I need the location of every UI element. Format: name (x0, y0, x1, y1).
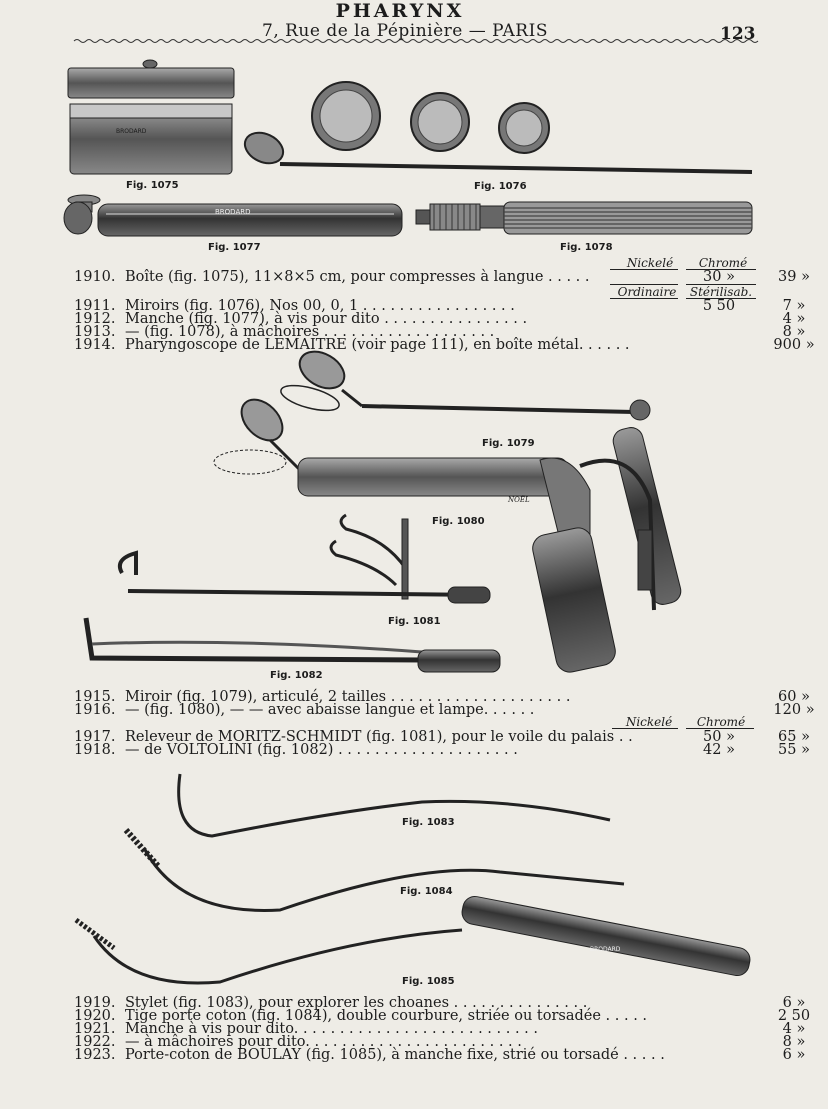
price-nickele: 30 » (703, 269, 735, 285)
item-number: 1911. (74, 298, 116, 314)
item-description: Boîte (fig. 1075), 11×8×5 cm, pour compresses à langue . . . . . (125, 269, 590, 285)
fig-1077-caption: Fig. 1077 (208, 242, 261, 253)
col-header-nickele: Nickelé (625, 715, 673, 729)
cotton-holder-illustration (120, 826, 628, 918)
item-description: Manche (fig. 1077), à vis pour dito . . . . . . . . . . . . . . . . (125, 311, 528, 327)
price-sterilisable: 900 » (773, 337, 815, 353)
item-number: 1918. (74, 742, 116, 758)
fig-1079-caption: Fig. 1079 (482, 438, 535, 449)
item-description: Releveur de MORITZ-SCHMIDT (fig. 1081), pour le voile du palais . . (125, 729, 633, 745)
page-header-address: 7, Rue de la Pépinière — PARIS (262, 21, 548, 41)
section-title: PHARYNX (335, 0, 465, 22)
price: 6 » (782, 1047, 806, 1063)
box-illustration (66, 56, 238, 178)
page-number: 123 (720, 24, 756, 44)
price-chrome: 65 » (778, 729, 810, 745)
price-sterilisable: 7 » (782, 298, 806, 314)
fig-1078-caption: Fig. 1078 (560, 242, 613, 253)
price-chrome: 55 » (778, 742, 810, 758)
item-number: 1923. (74, 1047, 116, 1063)
palate-retractor-illustration (116, 505, 496, 615)
handle-brand-engraving: BRODARD (215, 208, 251, 216)
price: 8 » (782, 1034, 806, 1050)
price-row (74, 742, 810, 758)
item-description: Pharyngoscope de LEMAITRE (voir page 111), en boîte métal. . . . . . (125, 337, 630, 353)
price: 60 » (778, 689, 810, 705)
price-nickele: 50 » (703, 729, 735, 745)
item-number: 1920. (74, 1008, 116, 1024)
jaw-handle-illustration (414, 198, 756, 240)
fig-1082-caption: Fig. 1082 (270, 670, 323, 681)
item-description: Miroirs (fig. 1076), Nos 00, 0, 1 . . . . . . . . . . . . . . . . . (125, 298, 515, 314)
item-description: — (fig. 1078), à mâchoires . . . . . . . . . . . . . . . . . . . (125, 324, 495, 340)
item-description: Manche à vis pour dito. . . . . . . . . . . . . . . . . . . . . . . . . . . (125, 1021, 539, 1037)
item-number: 1913. (74, 324, 116, 340)
item-number: 1912. (74, 311, 116, 327)
fig-1081-caption: Fig. 1081 (388, 616, 441, 627)
fig-1080-caption: Fig. 1080 (432, 516, 485, 527)
item-number: 1917. (74, 729, 116, 745)
price-nickele: 42 » (703, 742, 735, 758)
price-sterilisable: 8 » (782, 324, 806, 340)
price: 6 » (782, 995, 806, 1011)
item-number: 1919. (74, 995, 116, 1011)
item-description: Miroir (fig. 1079), articulé, 2 tailles . . . . . . . . . . . . . . . . . . . . (125, 689, 571, 705)
item-number: 1921. (74, 1021, 116, 1037)
voltolini-retractor-illustration (82, 614, 504, 676)
col-header-ordinaire: Ordinaire (617, 285, 677, 299)
fig-1084-caption: Fig. 1084 (400, 886, 453, 897)
mirrors-illustration (240, 80, 760, 180)
col-header-sterilisable: Stérilisab. (689, 285, 753, 299)
item-number: 1910. (74, 269, 116, 285)
screw-handle-illustration (58, 192, 408, 240)
item-description: — de VOLTOLINI (fig. 1082) . . . . . . . . . . . . . . . . . . . . (125, 742, 518, 758)
item-number: 1914. (74, 337, 116, 353)
holder-brand-engraving: BRODARD (590, 946, 621, 953)
col-header-nickele: Nickelé (626, 256, 674, 270)
item-number: 1922. (74, 1034, 116, 1050)
item-description: — à mâchoires pour dito. . . . . . . . . . . . . . . . . . . . . . . . (125, 1034, 522, 1050)
box-brand-engraving: BRODARD (116, 128, 147, 135)
item-description: Stylet (fig. 1083), pour explorer les choanes . . . . . . . . . . . . . . . (125, 995, 588, 1011)
item-description: Tige porte coton (fig. 1084), double courbure, striée ou torsadée . . . . . (125, 1008, 648, 1024)
price-row (74, 269, 810, 285)
item-description: — (fig. 1080), — — avec abaisse langue et lampe. . . . . . (125, 702, 535, 718)
price-chrome: 39 » (778, 269, 810, 285)
fig-1076-caption: Fig. 1076 (474, 181, 527, 192)
header-wavy-rule (74, 38, 760, 44)
price: 120 » (773, 702, 815, 718)
item-number: 1916. (74, 702, 116, 718)
price: 2 50 (777, 1008, 811, 1024)
fig-1083-caption: Fig. 1083 (402, 817, 455, 828)
price-sterilisable: 4 » (782, 311, 806, 327)
price-row (74, 1047, 806, 1063)
item-number: 1915. (74, 689, 116, 705)
engraver-signature: NOËL (508, 496, 530, 504)
col-header-chrome: Chromé (696, 715, 746, 729)
col-header-chrome: Chromé (698, 256, 748, 270)
item-description: Porte-coton de BOULAY (fig. 1085), à manche fixe, strié ou torsadé . . . . . (125, 1047, 665, 1063)
fig-1075-caption: Fig. 1075 (126, 180, 179, 191)
price-ordinaire: 5 50 (702, 298, 736, 314)
price: 4 » (782, 1021, 806, 1037)
fig-1085-caption: Fig. 1085 (402, 976, 455, 987)
